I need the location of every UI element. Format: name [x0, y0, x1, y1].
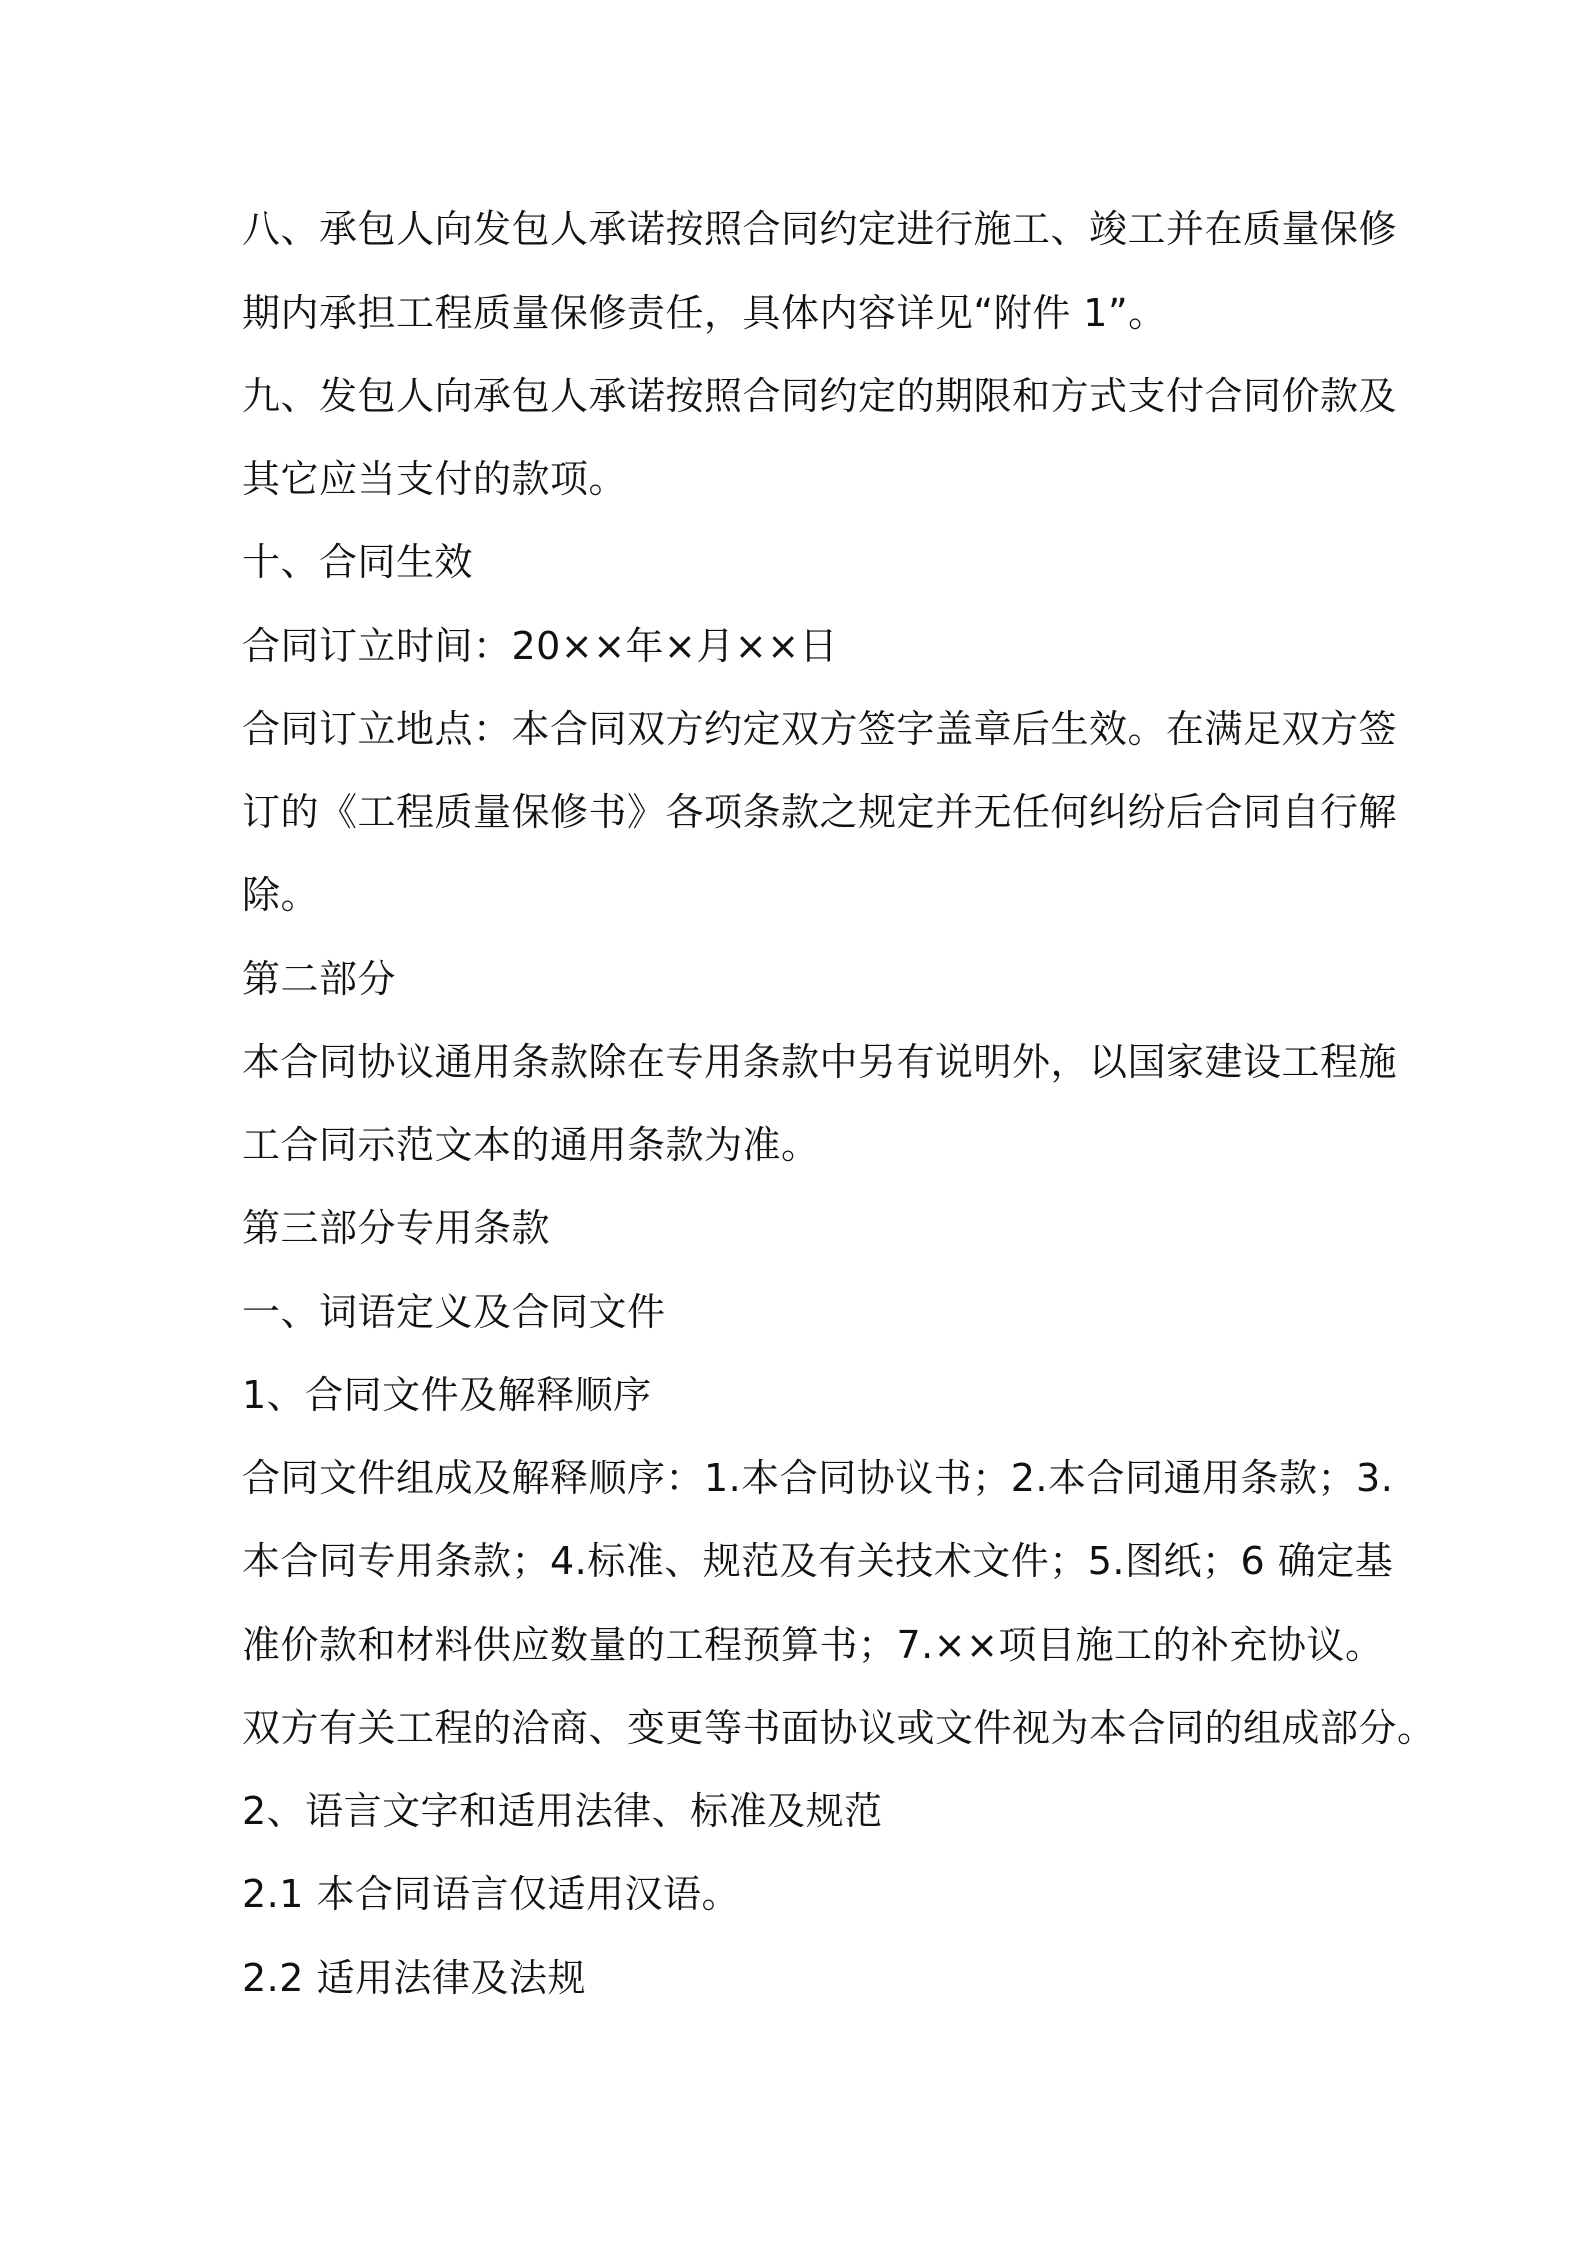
document-order-line-2: 本合同专用条款；4.标准、规范及有关技术文件；5.图纸；6 确定基: [242, 1539, 1394, 1583]
part-two-text-line-1: 本合同协议通用条款除在专用条款中另有说明外，以国家建设工程施: [242, 1040, 1398, 1084]
document-order-line-4: 双方有关工程的洽商、变更等书面协议或文件视为本合同的组成部分。: [242, 1706, 1436, 1750]
clause-8-line-2: 期内承担工程质量保修责任，具体内容详见“附件 1”。: [242, 291, 1167, 335]
document-order-line-1: 合同文件组成及解释顺序：1.本合同协议书；2.本合同通用条款；3.: [242, 1456, 1394, 1500]
subsection-1-heading: 1、合同文件及解释顺序: [242, 1373, 652, 1417]
contract-sign-place-line-2: 订的《工程质量保修书》各项条款之规定并无任何纠纷后合同自行解: [242, 790, 1398, 834]
contract-sign-place-line-3: 除。: [242, 873, 320, 917]
section-1-heading: 一、词语定义及合同文件: [242, 1290, 666, 1334]
document-order-line-3: 准价款和材料供应数量的工程预算书；7.××项目施工的补充协议。: [242, 1623, 1384, 1667]
clause-10-heading: 十、合同生效: [242, 540, 474, 584]
part-two-text-line-2: 工合同示范文本的通用条款为准。: [242, 1123, 820, 1167]
part-two-heading: 第二部分: [242, 957, 397, 1001]
clause-2-2: 2.2 适用法律及法规: [242, 1956, 587, 2000]
part-three-heading: 第三部分专用条款: [242, 1206, 551, 1250]
clause-9-line-1: 九、发包人向承包人承诺按照合同约定的期限和方式支付合同价款及: [242, 374, 1398, 418]
clause-9-line-2: 其它应当支付的款项。: [242, 457, 628, 501]
clause-8-line-1: 八、承包人向发包人承诺按照合同约定进行施工、竣工并在质量保修: [242, 207, 1398, 251]
contract-sign-time: 合同订立时间：20××年×月××日: [242, 624, 839, 668]
clause-2-1: 2.1 本合同语言仅适用汉语。: [242, 1872, 741, 1916]
contract-sign-place-line-1: 合同订立地点：本合同双方约定双方签字盖章后生效。在满足双方签: [242, 707, 1398, 751]
subsection-2-heading: 2、语言文字和适用法律、标准及规范: [242, 1789, 883, 1833]
